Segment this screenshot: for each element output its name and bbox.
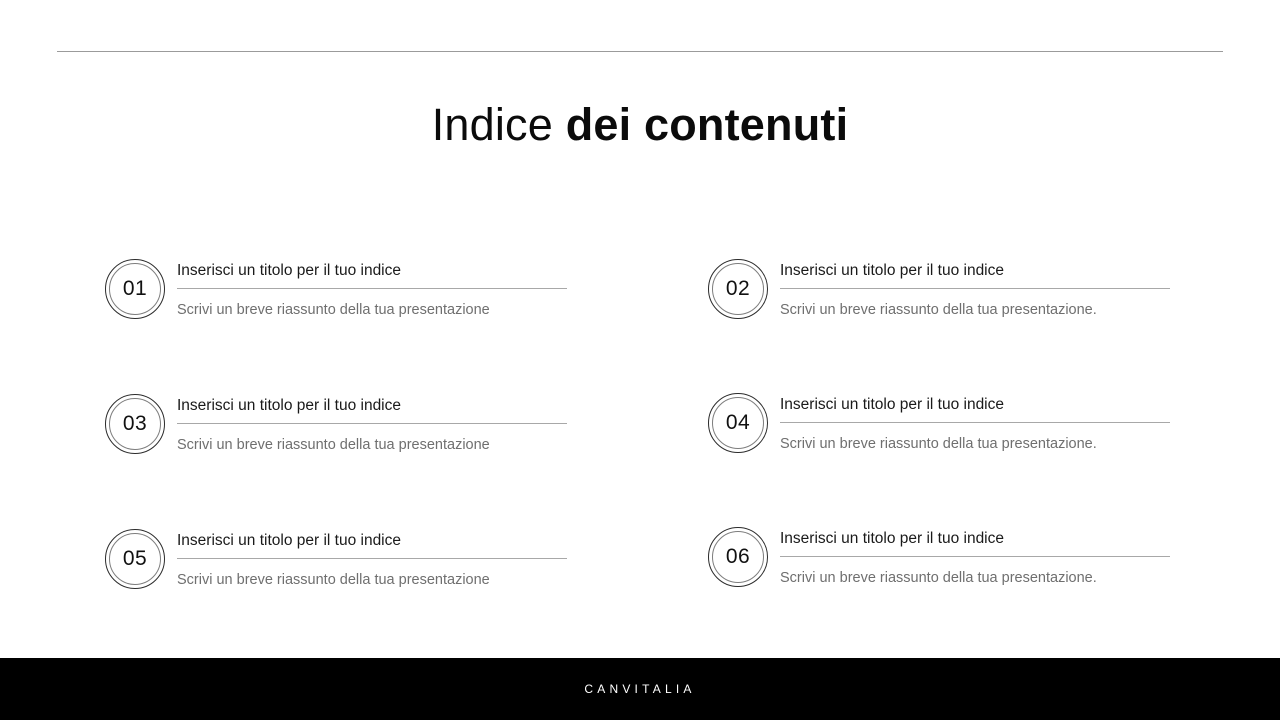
index-number: 06: [725, 545, 751, 568]
index-item-06[interactable]: [708, 523, 1178, 588]
index-number-badge: [708, 527, 768, 587]
index-item-text: [780, 389, 1170, 454]
index-number: 05: [122, 547, 148, 570]
index-item-text: [177, 390, 567, 455]
index-item-title: Inserisci un titolo per il tuo indice: [177, 396, 567, 424]
index-item-subtitle: Scrivi un breve riassunto della tua presentazione.: [780, 302, 1097, 318]
header-divider: [57, 51, 1223, 52]
index-item-title: Inserisci un titolo per il tuo indice: [780, 395, 1170, 423]
index-item-subtitle: Scrivi un breve riassunto della tua presentazione: [177, 437, 490, 453]
footer-bar: [0, 658, 1280, 720]
index-item-title: Inserisci un titolo per il tuo indice: [177, 531, 567, 559]
index-item-subtitle: Scrivi un breve riassunto della tua presentazione.: [780, 570, 1097, 586]
page-title-light: Indice: [431, 99, 566, 150]
index-item-text: [780, 523, 1170, 588]
page-title: [0, 96, 1280, 153]
index-number: 04: [725, 411, 751, 434]
index-item-title: Inserisci un titolo per il tuo indice: [177, 261, 567, 289]
index-item-text: [177, 525, 567, 590]
index-item-04[interactable]: [708, 389, 1178, 454]
index-item-subtitle: Scrivi un breve riassunto della tua presentazione: [177, 572, 490, 588]
index-number-badge: [105, 394, 165, 454]
index-item-05[interactable]: [105, 525, 575, 590]
index-item-03[interactable]: [105, 390, 575, 455]
index-item-text: [177, 255, 567, 320]
index-number-badge: [708, 393, 768, 453]
index-number-badge: [105, 259, 165, 319]
index-item-subtitle: Scrivi un breve riassunto della tua presentazione.: [780, 436, 1097, 452]
index-item-title: Inserisci un titolo per il tuo indice: [780, 261, 1170, 289]
index-item-subtitle: Scrivi un breve riassunto della tua presentazione: [177, 302, 490, 318]
index-number: 03: [122, 412, 148, 435]
index-number-badge: [708, 259, 768, 319]
index-item-title: Inserisci un titolo per il tuo indice: [780, 529, 1170, 557]
index-number: 01: [122, 277, 148, 300]
index-item-01[interactable]: [105, 255, 575, 320]
index-number-badge: [105, 529, 165, 589]
footer-brand-label: CANVITALIA: [584, 682, 696, 696]
index-item-text: [780, 255, 1170, 320]
index-list: [0, 250, 1280, 630]
index-number: 02: [725, 277, 751, 300]
index-item-02[interactable]: [708, 255, 1178, 320]
page-title-bold: dei contenuti: [565, 99, 849, 150]
